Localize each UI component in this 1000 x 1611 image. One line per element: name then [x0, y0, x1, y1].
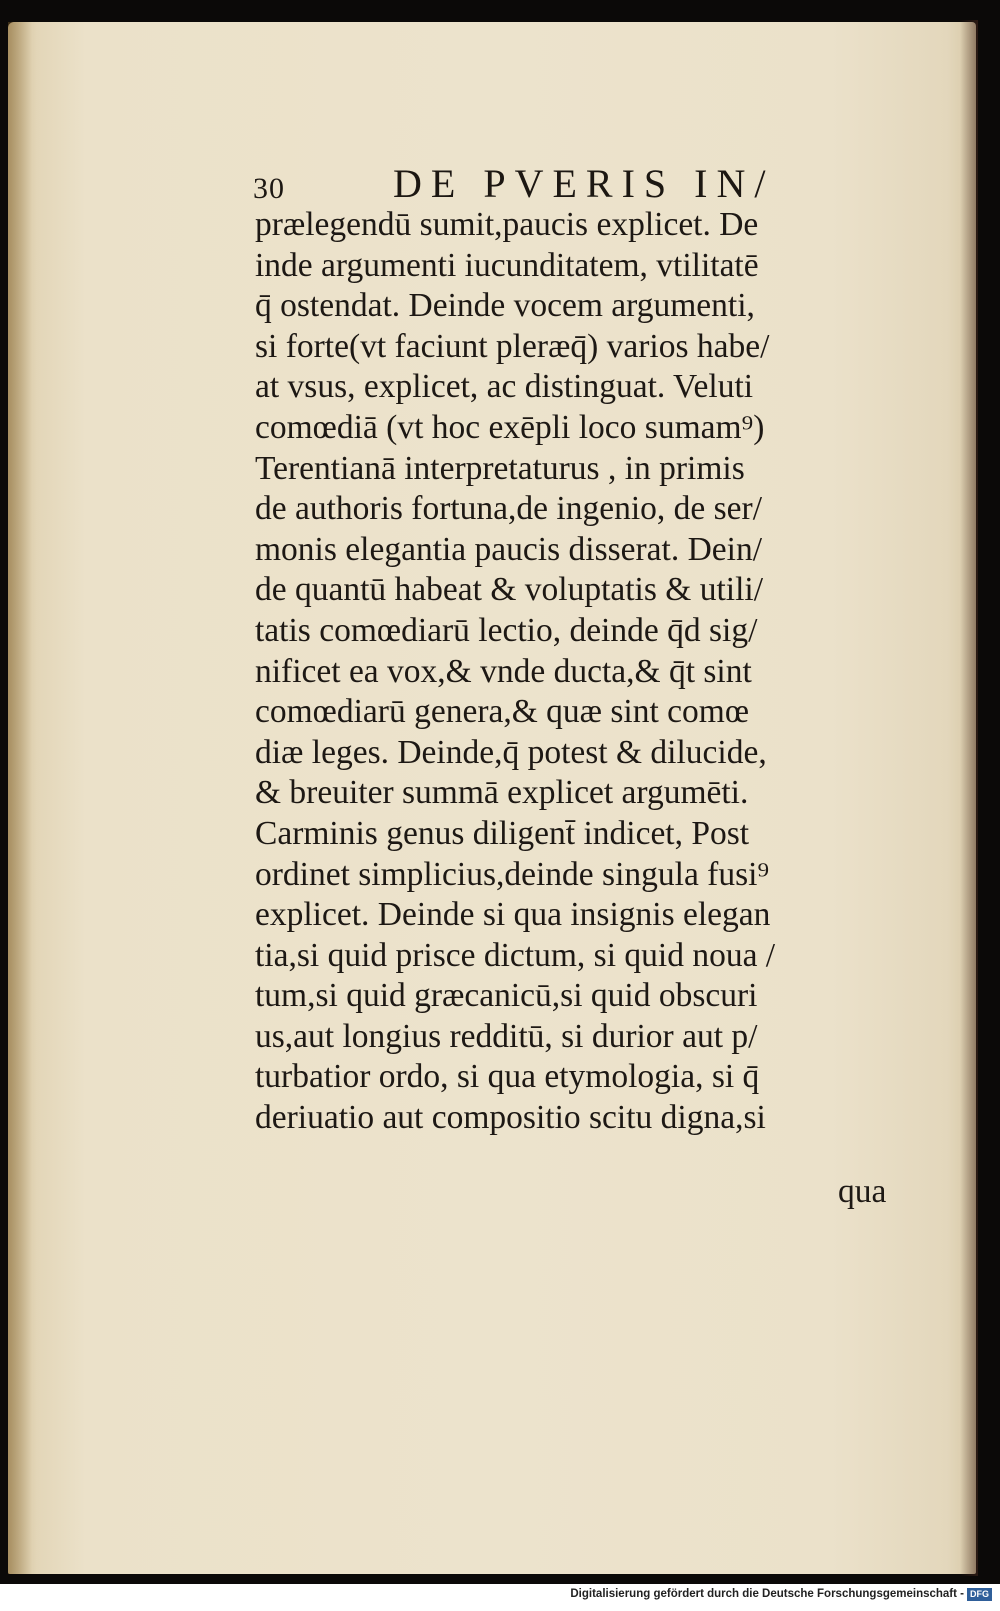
text-line: si forte(vt faciunt pleræq̄) varios habe/: [255, 327, 770, 365]
page-header: [253, 160, 903, 210]
text-line: us,aut longius redditū, si durior aut p/: [255, 1017, 758, 1055]
text-line: Carminis genus diligent̄ indicet, Post: [255, 814, 750, 852]
text-line: deriuatio aut compositio scitu digna,si: [255, 1099, 766, 1137]
text-line: inde argumenti iucunditatem, vtilitatē: [255, 246, 759, 284]
page-number: 30: [253, 172, 285, 205]
text-line: diæ leges. Deinde,q̄ potest & dilucide,: [255, 733, 767, 771]
text-line: nificet ea vox,& vnde ducta,& q̄t sint: [255, 652, 752, 690]
text-line: tum,si quid græcanicū,si quid obscuri: [255, 977, 758, 1015]
spine-shadow: [8, 22, 32, 1574]
catchword: qua: [838, 1173, 887, 1210]
text-line: de authoris fortuna,de ingenio, de ser/: [255, 490, 762, 528]
text-line: tia,si quid prisce dictum, si quid noua /: [255, 936, 776, 974]
text-line: q̄ ostendat. Deinde vocem argumenti,: [255, 287, 755, 325]
body-text: [255, 205, 905, 1139]
text-line: comœdiarū genera,& quæ sint comœ: [255, 693, 750, 731]
text-line: at vsus, explicet, ac distinguat. Veluti: [255, 368, 754, 406]
page-edge: [960, 20, 978, 1576]
text-line: turbatior ordo, si qua etymologia, si q̄: [255, 1058, 760, 1096]
text-line: ordinet simplicius,deinde singula fusi⁹: [255, 855, 770, 893]
text-line: explicet. Deinde si qua insignis elegan: [255, 896, 771, 934]
text-line: & breuiter summā explicet argumēti.: [255, 774, 749, 812]
text-line: prælegendū sumit,paucis explicet. De: [255, 206, 759, 243]
text-line: de quantū habeat & voluptatis & utili/: [255, 571, 763, 609]
running-head: DE PVERIS IN/: [393, 161, 775, 206]
text-line: monis elegantia paucis disserat. Dein/: [255, 530, 763, 568]
text-line: tatis comœdiarū lectio, deinde q̄d sig/: [255, 611, 758, 649]
text-line: comœdiā (vt hoc exēpli loco sumam⁹): [255, 408, 765, 446]
footer-bar: [0, 1584, 1000, 1611]
funding-credit: Digitalisierung gefördert durch die Deutsche Forschungsgemeinschaft -: [570, 1588, 964, 1600]
text-line: Terentianā interpretaturus , in primis: [255, 449, 745, 487]
dfg-logo: DFG: [967, 1588, 992, 1601]
